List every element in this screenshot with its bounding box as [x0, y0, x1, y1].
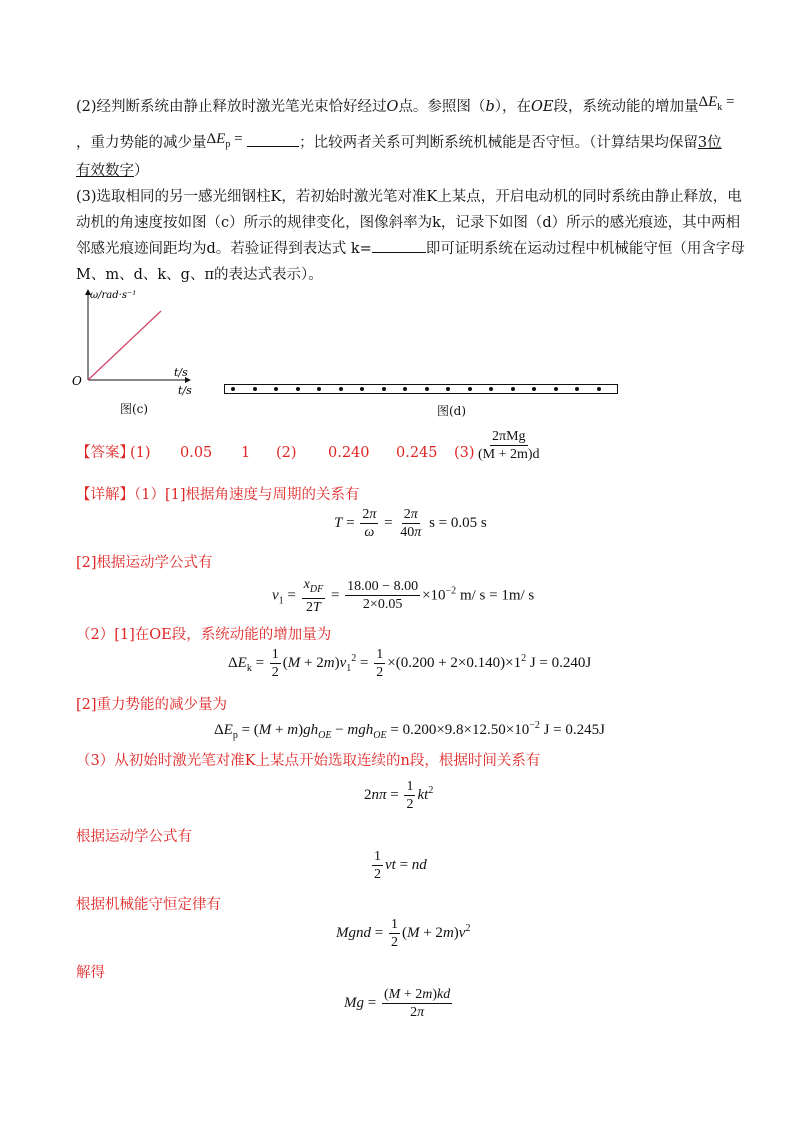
- q2-underlined: 有效数字: [76, 163, 134, 179]
- q2-text: ；比较两者关系可判断系统机械能是否守恒。（计算结果均保留: [299, 135, 698, 151]
- trace-dot: [489, 387, 493, 391]
- q2-text: 段，系统动能的增加量: [553, 99, 699, 115]
- trace-dot: [575, 387, 579, 391]
- answer-row: [76, 429, 576, 470]
- x-axis-label-2: t/s: [178, 384, 192, 396]
- q3-line2: 动机的角速度按如图（c）所示的规律变化，图像斜率为k，记录下如图（d）所示的感光痕迹，其中两相: [76, 215, 741, 231]
- detail-p3: （2）[1]在OE段，系统动能的增加量为: [76, 627, 332, 643]
- q3-text: 即可证明系统在运动过程中机械能守恒（用含字母: [425, 241, 745, 257]
- figure-c-caption: 图(c): [120, 402, 149, 416]
- detail-p5: （3）从初始时激光笔对准K上某点开始选取连续的n段，根据时间关系有: [76, 753, 541, 769]
- figure-d-caption: 图(d): [437, 404, 467, 418]
- trace-dot: [360, 387, 364, 391]
- answer-item: 1: [241, 445, 251, 461]
- q3-text: 邻感光痕迹间距均为d。若验证得到表达式 k=: [76, 241, 372, 257]
- detail-text: （1）[1]根据角速度与周期的关系有: [134, 487, 360, 503]
- q2-text: 点。参照图（: [398, 99, 486, 115]
- trace-dot: [554, 387, 558, 391]
- answer-label: 【答案】: [76, 445, 134, 461]
- q2-text: ）: [134, 163, 149, 179]
- equation-5: 2nπ = $\frac{1}{2}$ $kt^2$: [364, 779, 434, 812]
- q3-line4: M、m、d、k、g、π的表达式表示）。: [76, 267, 323, 283]
- equation-2: $v_1$ = $\frac{x_{DF}}{2T}$ = $\frac{18.00 - 8.00}{2\times 0.05}$ $\times 10^{-2}$ m/ s = 1m/ s: [272, 577, 535, 615]
- detail-p1: [76, 484, 360, 506]
- figure-c-graph: [66, 284, 206, 396]
- q2-text: (2)经判断系统由静止释放时激光笔光束恰好经过: [76, 99, 387, 115]
- detail-p8: 解得: [76, 965, 105, 981]
- x-axis-label: t/s: [174, 366, 188, 379]
- omega-line: [88, 311, 161, 380]
- detail-p7: 根据机械能守恒定律有: [76, 897, 221, 913]
- answer-frac-den: (M + 2m)d: [478, 447, 540, 462]
- equation-7: Mgnd = $\frac{1}{2}$ $(M + 2m)v^2$: [336, 917, 471, 950]
- q2-text: ，重力势能的减少量: [76, 135, 207, 151]
- detail-label: 【详解】: [76, 487, 134, 503]
- trace-dot: [339, 387, 343, 391]
- trace-dot: [425, 387, 429, 391]
- trace-dot: [317, 387, 321, 391]
- equation-3: $\Delta E_k$ = $\frac{1}{2}$ $(M + 2m)v_1^2$ = $\frac{1}{2}$ $\times(0.200 + 2\times 0.140)\times 1^2$ J = 0.240J: [228, 647, 592, 680]
- equation-8: Mg = $\frac{(M + 2m)kd}{2\pi}$: [344, 987, 451, 1020]
- answer-item: (1): [130, 445, 151, 461]
- q2-line2: ，重力势能的减少量$\Delta E_p$ = ；比较两者关系可判断系统机械能是否守恒。（计算结果均保留3位: [76, 131, 722, 151]
- trace-dot: [382, 387, 386, 391]
- trace-dot: [231, 387, 235, 391]
- answer-fraction: [474, 428, 544, 463]
- q2-line1: (2)经判断系统由静止释放时激光笔光束恰好经过O点。参照图（b），在OE段，系统动能的增加量$\Delta E_k$ =: [76, 94, 735, 115]
- detail-p4: [2]重力势能的减少量为: [76, 697, 228, 713]
- detail-p2: [2]根据运动学公式有: [76, 555, 213, 571]
- q2-line3: [76, 160, 149, 182]
- figure-d-rod: [224, 384, 618, 394]
- origin-label: O: [72, 374, 82, 388]
- detail-p6: 根据运动学公式有: [76, 829, 192, 845]
- trace-dot: [446, 387, 450, 391]
- fig-b-ref: b: [485, 99, 495, 115]
- q3-line3: [76, 238, 745, 260]
- q2-text: ），在: [494, 99, 531, 115]
- trace-dot: [296, 387, 300, 391]
- q2-underlined: 3位: [697, 135, 722, 151]
- answer-item: 0.05: [180, 445, 213, 461]
- answer-blank[interactable]: [247, 146, 299, 147]
- segment-oe: OE: [530, 99, 554, 115]
- trace-dot: [253, 387, 257, 391]
- point-o: O: [386, 99, 399, 115]
- answer-item: 0.240: [328, 445, 370, 461]
- answer-item: (3): [454, 445, 475, 461]
- trace-dot: [511, 387, 515, 391]
- trace-dot: [403, 387, 407, 391]
- equation-1: T = $\frac{2\pi}{\omega}$ = $\frac{2\pi}{40\pi}$ s = 0.05 s: [334, 507, 487, 540]
- answer-frac-num: 2πMg: [492, 429, 526, 444]
- trace-dot: [468, 387, 472, 391]
- equation-6: $\frac{1}{2}$ vt = nd: [374, 849, 427, 882]
- trace-dot: [532, 387, 536, 391]
- answer-item: 0.245: [396, 445, 438, 461]
- trace-dot: [274, 387, 278, 391]
- answer-blank[interactable]: [372, 252, 426, 253]
- trace-dot: [597, 387, 601, 391]
- q3-line1: (3)选取相同的另一感光细钢柱K，若初始时激光笔对准K上某点，开启电动机的同时系统由静止释放，电: [76, 189, 742, 205]
- answer-item: (2): [276, 445, 297, 461]
- y-axis-label: ω/rad·s⁻¹: [90, 290, 137, 301]
- equation-4: $\Delta E_p = (M + m)gh_{OE} - mgh_{OE} = 0.200\times 9.8\times 12.50\times 10^{-2}$ J = 0.245J: [214, 720, 605, 741]
